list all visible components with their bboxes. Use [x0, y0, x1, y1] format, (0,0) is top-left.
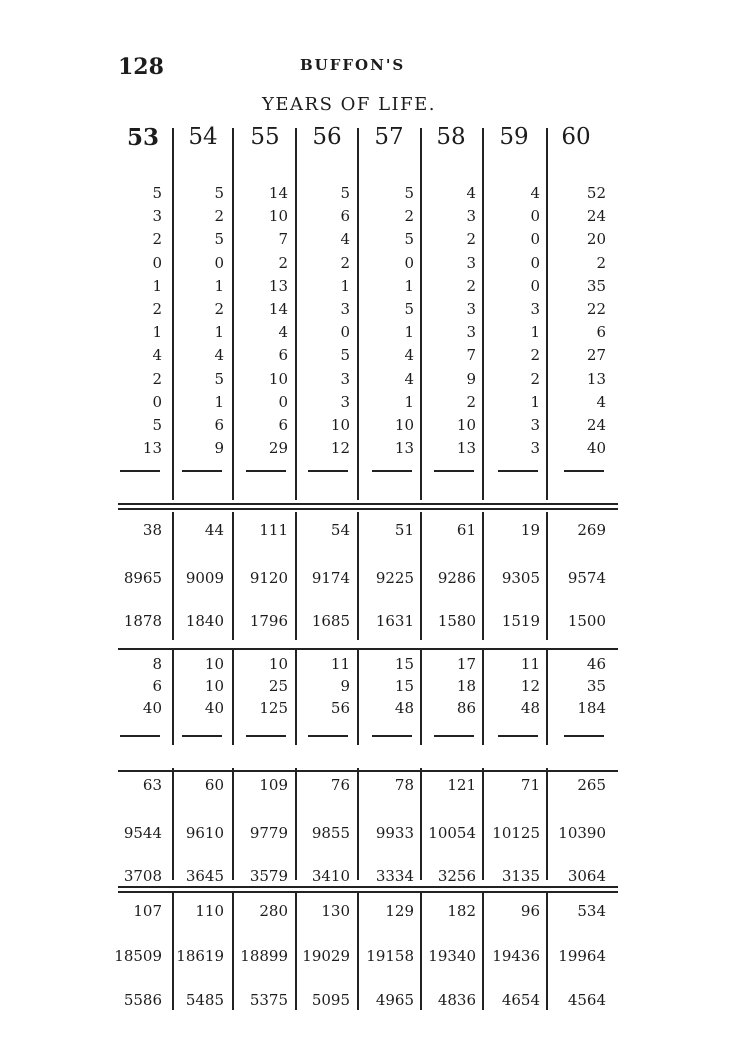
table-cell: 86 — [456, 699, 476, 717]
table-cell: 9 — [466, 369, 476, 388]
table-cell: 1 — [530, 392, 540, 411]
table-cell: 3135 — [501, 867, 540, 885]
table-cell: 4 — [152, 346, 162, 365]
table-cell: 4 — [340, 230, 350, 249]
table-cell: 3 — [340, 392, 350, 411]
table-cell: 1685 — [311, 612, 350, 630]
table-cell: 38 — [142, 521, 162, 539]
table-cell: 265 — [577, 776, 606, 794]
table-cell: 0 — [278, 392, 288, 411]
table-cell: 24 — [586, 207, 606, 226]
table-cell: 7 — [278, 230, 288, 249]
table-cell: 0 — [340, 323, 350, 342]
table-cell: 280 — [259, 902, 288, 920]
year-header: 57 — [374, 124, 404, 150]
table-cell: 3410 — [311, 867, 350, 885]
table-cell: 71 — [520, 776, 540, 794]
table-cell: 4 — [214, 346, 224, 365]
column-separator — [357, 650, 359, 745]
table-cell: 3 — [466, 300, 476, 318]
table-cell: 6 — [214, 416, 224, 434]
table-cell: 1500 — [567, 612, 606, 630]
table-cell: 5485 — [185, 991, 224, 1009]
table-cell: 4654 — [501, 991, 540, 1009]
table-cell: 10 — [268, 207, 288, 226]
table-cell: 18509 — [114, 947, 162, 965]
sum-rule — [182, 735, 222, 737]
table-cell: 51 — [394, 521, 414, 539]
table-cell: 52 — [586, 184, 606, 202]
column-separator — [420, 768, 422, 880]
table-cell: 6 — [278, 416, 288, 434]
table-cell: 13 — [586, 369, 606, 388]
column-separator — [357, 893, 359, 1010]
table-cell: 15 — [394, 655, 414, 673]
table-cell: 13 — [456, 439, 476, 458]
table-cell: 6 — [340, 207, 350, 226]
sum-rule — [246, 470, 286, 472]
table-cell: 0 — [530, 276, 540, 295]
table-cell: 5 — [340, 184, 350, 202]
table-cell: 9610 — [185, 824, 224, 842]
table-cell: 110 — [195, 902, 224, 920]
sum-rule — [308, 470, 348, 472]
table-cell: 10 — [456, 416, 476, 434]
column-separator — [482, 128, 484, 500]
table-cell: 0 — [530, 253, 540, 272]
table-cell: 9 — [214, 439, 224, 458]
table-cell: 2 — [466, 230, 476, 249]
table-cell: 60 — [204, 776, 224, 794]
table-cell: 9286 — [437, 569, 476, 587]
table-cell: 0 — [404, 253, 414, 272]
table-cell: 5375 — [249, 991, 288, 1009]
table-cell: 121 — [447, 776, 476, 794]
horizontal-rule — [118, 891, 618, 893]
table-cell: 9574 — [567, 569, 606, 587]
table-cell: 1 — [152, 323, 162, 342]
sum-rule — [308, 735, 348, 737]
sum-rule — [498, 735, 538, 737]
table-cell: 129 — [385, 902, 414, 920]
table-cell: 5095 — [311, 991, 350, 1009]
column-separator — [546, 893, 548, 1010]
table-cell: 19340 — [428, 947, 476, 965]
table-cell: 13 — [142, 439, 162, 458]
column-separator — [546, 128, 548, 500]
table-cell: 1 — [152, 276, 162, 295]
table-cell: 4 — [278, 323, 288, 342]
table-cell: 40 — [204, 699, 224, 717]
table-cell: 1 — [214, 276, 224, 295]
column-separator — [482, 893, 484, 1010]
table-cell: 2 — [596, 253, 606, 272]
table-cell: 35 — [586, 276, 606, 295]
table-cell: 2 — [340, 253, 350, 272]
table-cell: 0 — [152, 253, 162, 272]
table-cell: 7 — [466, 346, 476, 365]
table-cell: 0 — [214, 253, 224, 272]
column-separator — [232, 512, 234, 640]
table-cell: 25 — [268, 677, 288, 695]
table-cell: 4 — [404, 346, 414, 365]
column-separator — [482, 650, 484, 745]
table-cell: 9305 — [501, 569, 540, 587]
table-cell: 9225 — [375, 569, 414, 587]
table-cell: 1 — [214, 323, 224, 342]
sum-rule — [120, 470, 160, 472]
table-cell: 184 — [577, 699, 606, 717]
table-cell: 18619 — [176, 947, 224, 965]
column-separator — [172, 893, 174, 1010]
table-cell: 9009 — [185, 569, 224, 587]
table-cell: 3579 — [249, 867, 288, 885]
table-cell: 3 — [340, 369, 350, 388]
table-cell: 2 — [214, 300, 224, 318]
column-separator — [546, 768, 548, 880]
table-cell: 9855 — [311, 824, 350, 842]
sum-rule — [564, 735, 604, 737]
table-cell: 15 — [394, 677, 414, 695]
year-header: 56 — [312, 124, 342, 150]
table-cell: 0 — [152, 392, 162, 411]
table-cell: 5 — [404, 230, 414, 249]
column-separator — [482, 768, 484, 880]
table-cell: 29 — [268, 439, 288, 458]
table-cell: 6 — [278, 346, 288, 365]
column-separator — [482, 512, 484, 640]
table-cell: 2 — [530, 369, 540, 388]
table-cell: 107 — [133, 902, 162, 920]
table-cell: 1 — [404, 392, 414, 411]
sum-rule — [246, 735, 286, 737]
column-separator — [295, 512, 297, 640]
column-separator — [546, 650, 548, 745]
column-separator — [232, 893, 234, 1010]
table-cell: 76 — [330, 776, 350, 794]
table-cell: 1 — [404, 276, 414, 295]
table-cell: 10390 — [558, 824, 606, 842]
table-cell: 1 — [340, 276, 350, 295]
table-cell: 14 — [268, 300, 288, 318]
table-cell: 4 — [404, 369, 414, 388]
table-cell: 269 — [577, 521, 606, 539]
table-cell: 2 — [278, 253, 288, 272]
table-cell: 10 — [268, 369, 288, 388]
table-cell: 1580 — [437, 612, 476, 630]
table-cell: 10 — [268, 655, 288, 673]
table-cell: 78 — [394, 776, 414, 794]
table-cell: 54 — [330, 521, 350, 539]
column-separator — [172, 768, 174, 880]
column-separator — [232, 768, 234, 880]
page-number: 128 — [118, 54, 164, 80]
sum-rule — [372, 735, 412, 737]
table-cell: 111 — [259, 521, 288, 539]
table-cell: 3645 — [185, 867, 224, 885]
table-cell: 12 — [330, 439, 350, 458]
table-cell: 5586 — [123, 991, 162, 1009]
table-cell: 35 — [586, 677, 606, 695]
table-cell: 40 — [142, 699, 162, 717]
table-cell: 24 — [586, 416, 606, 434]
table-cell: 5 — [152, 184, 162, 202]
table-cell: 3 — [530, 439, 540, 458]
table-cell: 2 — [214, 207, 224, 226]
table-cell: 1 — [530, 323, 540, 342]
table-title: YEARS OF LIFE. — [262, 94, 437, 115]
table-cell: 11 — [330, 655, 350, 673]
year-header: 58 — [436, 124, 466, 150]
column-separator — [295, 650, 297, 745]
table-cell: 17 — [456, 655, 476, 673]
table-cell: 1840 — [185, 612, 224, 630]
column-separator — [172, 512, 174, 640]
table-cell: 27 — [586, 346, 606, 365]
table-cell: 5 — [152, 416, 162, 434]
column-separator — [172, 128, 174, 500]
table-cell: 4 — [530, 184, 540, 202]
table-cell: 18899 — [240, 947, 288, 965]
table-cell: 534 — [577, 902, 606, 920]
sum-rule — [564, 470, 604, 472]
table-cell: 40 — [586, 439, 606, 458]
table-cell: 13 — [394, 439, 414, 458]
horizontal-rule — [118, 770, 618, 772]
table-cell: 3708 — [123, 867, 162, 885]
table-cell: 6 — [596, 323, 606, 342]
table-cell: 46 — [586, 655, 606, 673]
table-cell: 130 — [321, 902, 350, 920]
table-cell: 2 — [404, 207, 414, 226]
table-cell: 22 — [586, 300, 606, 318]
sum-rule — [498, 470, 538, 472]
table-cell: 4 — [596, 392, 606, 411]
table-cell: 0 — [530, 207, 540, 226]
table-cell: 3 — [466, 207, 476, 226]
table-cell: 4 — [466, 184, 476, 202]
table-cell: 2 — [530, 346, 540, 365]
table-cell: 10054 — [428, 824, 476, 842]
column-separator — [420, 650, 422, 745]
table-cell: 1 — [214, 392, 224, 411]
horizontal-rule — [118, 508, 618, 510]
table-cell: 14 — [268, 184, 288, 202]
year-header: 59 — [499, 124, 529, 150]
table-cell: 9933 — [375, 824, 414, 842]
column-separator — [546, 512, 548, 640]
table-cell: 1796 — [249, 612, 288, 630]
year-header: 53 — [126, 124, 159, 151]
table-cell: 8 — [152, 655, 162, 673]
table-cell: 5 — [214, 369, 224, 388]
table-cell: 63 — [142, 776, 162, 794]
table-cell: 10 — [330, 416, 350, 434]
table-cell: 19436 — [492, 947, 540, 965]
sum-rule — [182, 470, 222, 472]
table-cell: 3 — [530, 416, 540, 434]
table-cell: 1 — [404, 323, 414, 342]
table-cell: 61 — [456, 521, 476, 539]
column-separator — [232, 650, 234, 745]
table-cell: 5 — [404, 300, 414, 318]
horizontal-rule — [118, 648, 618, 650]
table-cell: 8965 — [123, 569, 162, 587]
column-separator — [295, 768, 297, 880]
table-cell: 10 — [394, 416, 414, 434]
table-cell: 3 — [152, 207, 162, 226]
table-cell: 20 — [586, 230, 606, 249]
column-separator — [172, 650, 174, 745]
table-cell: 2 — [152, 300, 162, 318]
sum-rule — [120, 735, 160, 737]
table-cell: 1878 — [123, 612, 162, 630]
table-cell: 109 — [259, 776, 288, 794]
table-cell: 1519 — [501, 612, 540, 630]
table-cell: 18 — [456, 677, 476, 695]
table-cell: 5 — [214, 230, 224, 249]
table-cell: 56 — [330, 699, 350, 717]
table-cell: 3256 — [437, 867, 476, 885]
table-cell: 3 — [466, 323, 476, 342]
table-cell: 11 — [520, 655, 540, 673]
column-separator — [420, 893, 422, 1010]
table-cell: 1631 — [375, 612, 414, 630]
table-cell: 19029 — [302, 947, 350, 965]
horizontal-rule — [118, 886, 618, 888]
table-cell: 9 — [340, 677, 350, 695]
column-separator — [420, 128, 422, 500]
table-cell: 2 — [152, 369, 162, 388]
table-cell: 12 — [520, 677, 540, 695]
table-cell: 6 — [152, 677, 162, 695]
column-separator — [420, 512, 422, 640]
table-cell: 3064 — [567, 867, 606, 885]
column-separator — [357, 512, 359, 640]
table-cell: 48 — [394, 699, 414, 717]
table-cell: 3 — [466, 253, 476, 272]
table-cell: 9174 — [311, 569, 350, 587]
table-cell: 44 — [204, 521, 224, 539]
sum-rule — [434, 735, 474, 737]
table-cell: 48 — [520, 699, 540, 717]
table-cell: 0 — [530, 230, 540, 249]
table-cell: 3 — [340, 300, 350, 318]
year-header: 60 — [561, 124, 591, 150]
table-cell: 9544 — [123, 824, 162, 842]
column-separator — [295, 128, 297, 500]
sum-rule — [434, 470, 474, 472]
table-cell: 10 — [204, 677, 224, 695]
table-cell: 9779 — [249, 824, 288, 842]
table-cell: 4564 — [567, 991, 606, 1009]
sum-rule — [372, 470, 412, 472]
running-title: BUFFON'S — [300, 56, 406, 74]
table-cell: 19 — [520, 521, 540, 539]
table-cell: 4965 — [375, 991, 414, 1009]
column-separator — [232, 128, 234, 500]
table-cell: 2 — [466, 392, 476, 411]
column-separator — [357, 768, 359, 880]
table-cell: 96 — [520, 902, 540, 920]
table-cell: 125 — [259, 699, 288, 717]
horizontal-rule — [118, 503, 618, 505]
column-separator — [357, 128, 359, 500]
year-header: 55 — [250, 124, 280, 150]
table-cell: 3334 — [375, 867, 414, 885]
table-cell: 4836 — [437, 991, 476, 1009]
table-cell: 10 — [204, 655, 224, 673]
table-cell: 182 — [447, 902, 476, 920]
year-header: 54 — [188, 124, 218, 150]
table-cell: 5 — [404, 184, 414, 202]
table-cell: 2 — [152, 230, 162, 249]
table-cell: 13 — [268, 276, 288, 295]
column-separator — [295, 893, 297, 1010]
table-cell: 10125 — [492, 824, 540, 842]
table-cell: 3 — [530, 300, 540, 318]
table-cell: 2 — [466, 276, 476, 295]
table-cell: 19964 — [558, 947, 606, 965]
table-cell: 5 — [214, 184, 224, 202]
table-cell: 9120 — [249, 569, 288, 587]
table-cell: 5 — [340, 346, 350, 365]
table-cell: 19158 — [366, 947, 414, 965]
